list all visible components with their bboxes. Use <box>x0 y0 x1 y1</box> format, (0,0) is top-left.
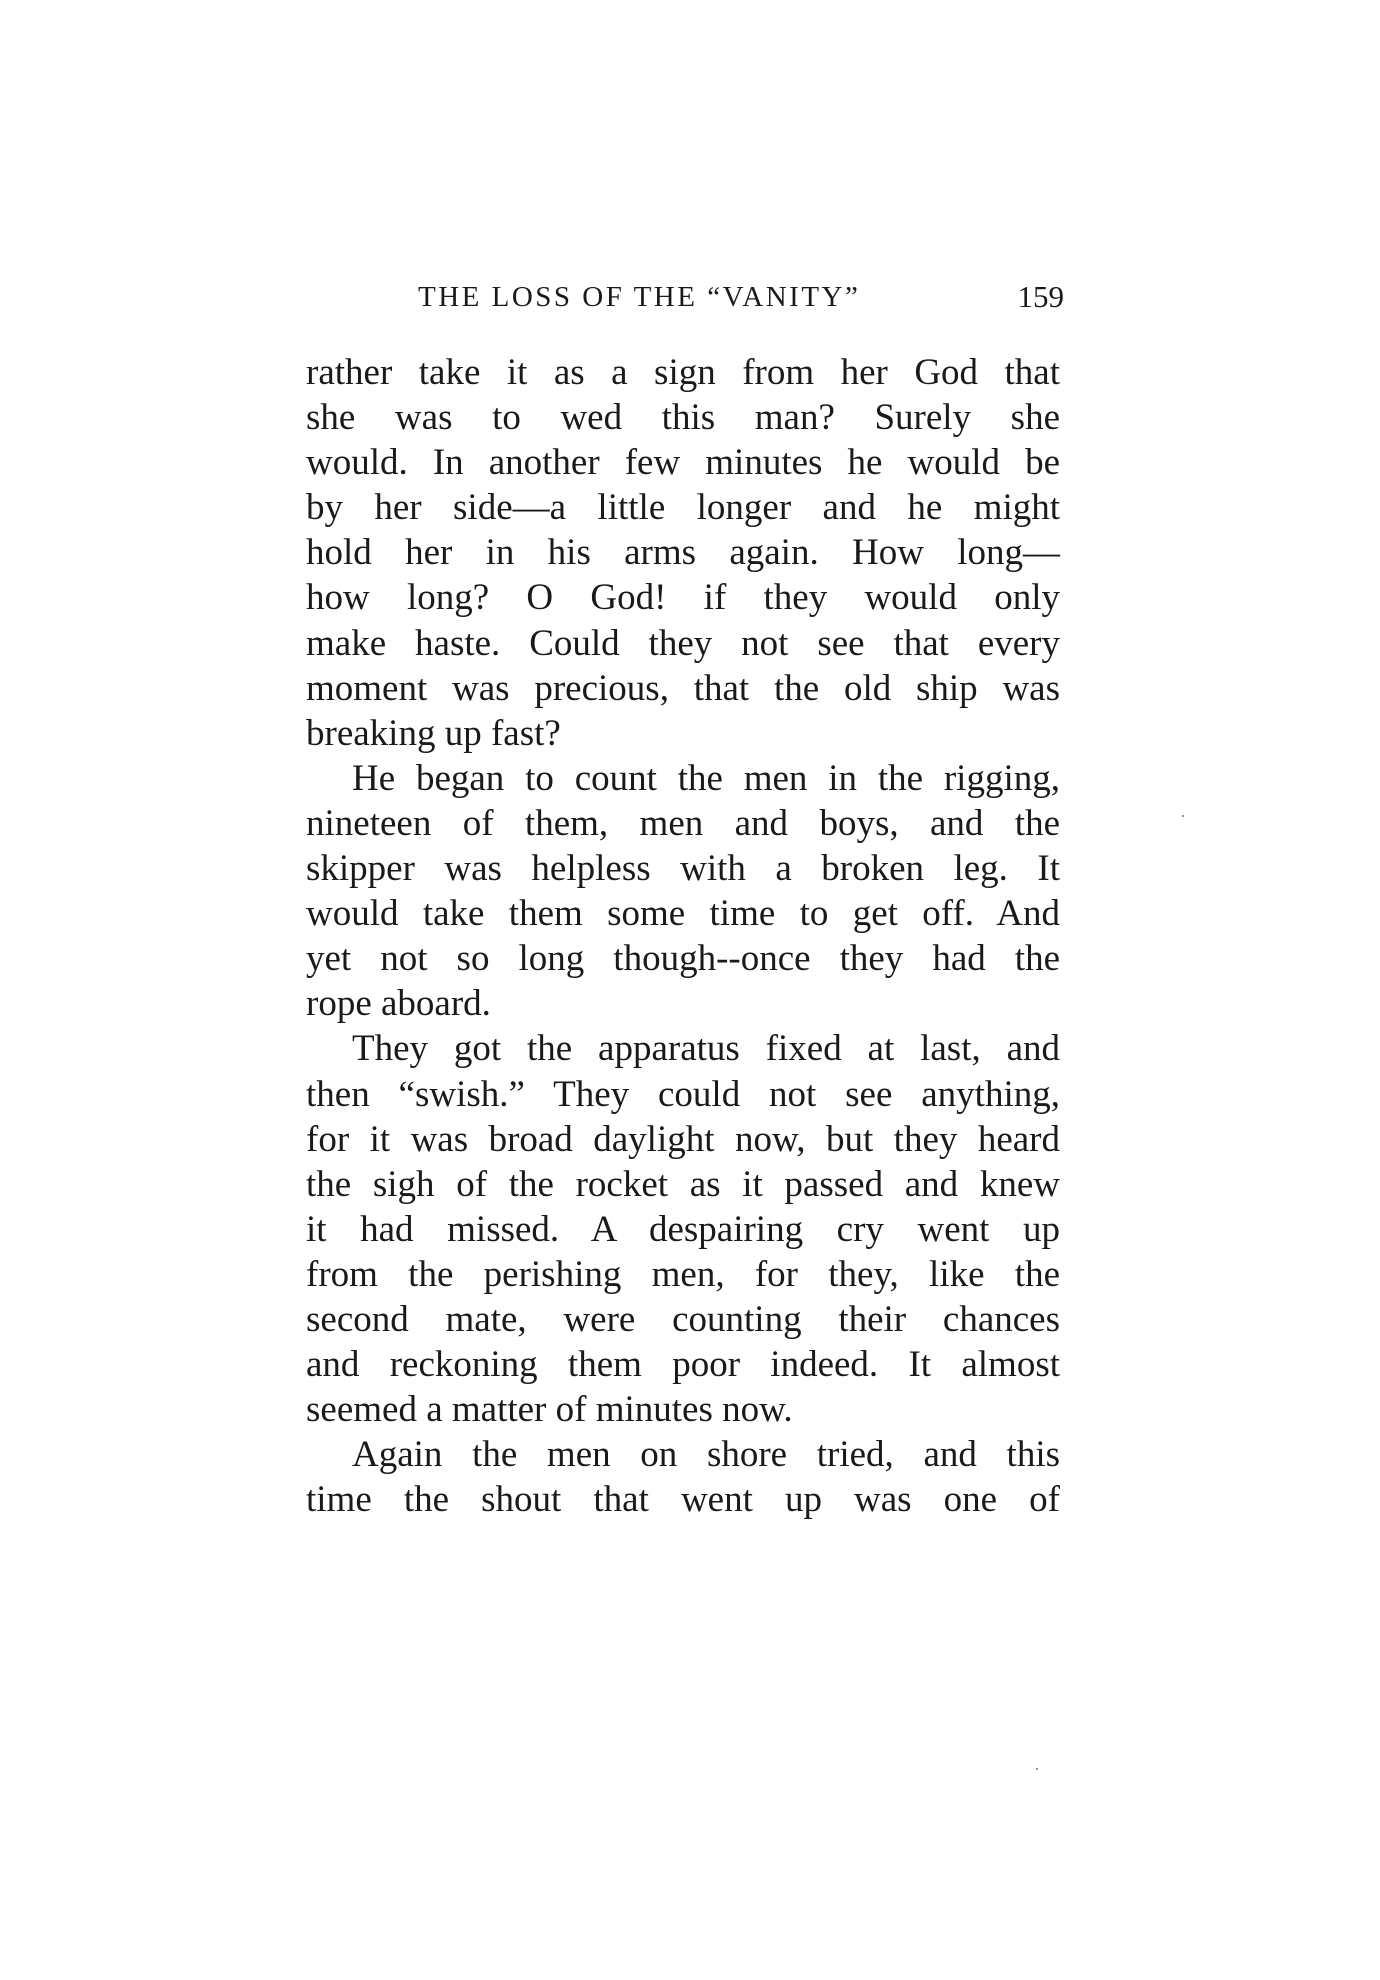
paragraph-4 <box>306 1432 1060 1522</box>
text-line: hold her in his arms again. How long— <box>306 532 1060 574</box>
text-line: seemed a matter of minutes now. <box>306 1389 793 1431</box>
text-line: breaking up fast? <box>306 712 561 754</box>
text-line: moment was precious, that the old ship was <box>306 667 1060 709</box>
text-line: would. In another few minutes he would be <box>306 442 1060 484</box>
text-line: Again the men on shore tried, and this <box>352 1434 1060 1476</box>
text-line: rope aboard. <box>306 983 491 1025</box>
paragraph-2 <box>306 756 1060 1027</box>
scan-speck <box>1036 1768 1038 1770</box>
text-line: yet not so long though--once they had the <box>306 938 1060 980</box>
page-number: 159 <box>1017 279 1064 314</box>
text-line: by her side—a little longer and he might <box>306 487 1060 529</box>
text-line: and reckoning them poor indeed. It almost <box>306 1344 1060 1386</box>
paragraph-3 <box>306 1026 1060 1432</box>
text-line: rather take it as a sign from her God that <box>306 352 1060 393</box>
text-line: He began to count the men in the rigging, <box>352 757 1060 799</box>
text-line: nineteen of them, men and boys, and the <box>306 802 1060 844</box>
text-line: from the perishing men, for they, like the <box>306 1253 1060 1295</box>
paragraph-1 <box>306 350 1060 756</box>
running-title: THE LOSS OF THE “VANITY” <box>418 281 861 313</box>
body-text <box>306 350 1060 1522</box>
text-line: time the shout that went up was one of <box>306 1479 1060 1521</box>
text-line: make haste. Could they not see that every <box>306 622 1060 664</box>
text-line: They got the apparatus fixed at last, and <box>352 1028 1060 1070</box>
page-header <box>418 272 1064 322</box>
text-line: second mate, were counting their chances <box>306 1298 1060 1340</box>
text-line: for it was broad daylight now, but they heard <box>306 1118 1060 1160</box>
scan-speck <box>1182 815 1184 817</box>
text-line: she was to wed this man? Surely she <box>306 397 1060 439</box>
text-line: how long? O God! if they would only <box>306 577 1060 619</box>
text-line: skipper was helpless with a broken leg. It <box>306 848 1060 890</box>
text-line: it had missed. A despairing cry went up <box>306 1208 1060 1250</box>
text-line: then “swish.” They could not see anything, <box>306 1073 1060 1115</box>
text-line: would take them some time to get off. And <box>306 893 1060 935</box>
text-line: the sigh of the rocket as it passed and knew <box>306 1163 1060 1205</box>
